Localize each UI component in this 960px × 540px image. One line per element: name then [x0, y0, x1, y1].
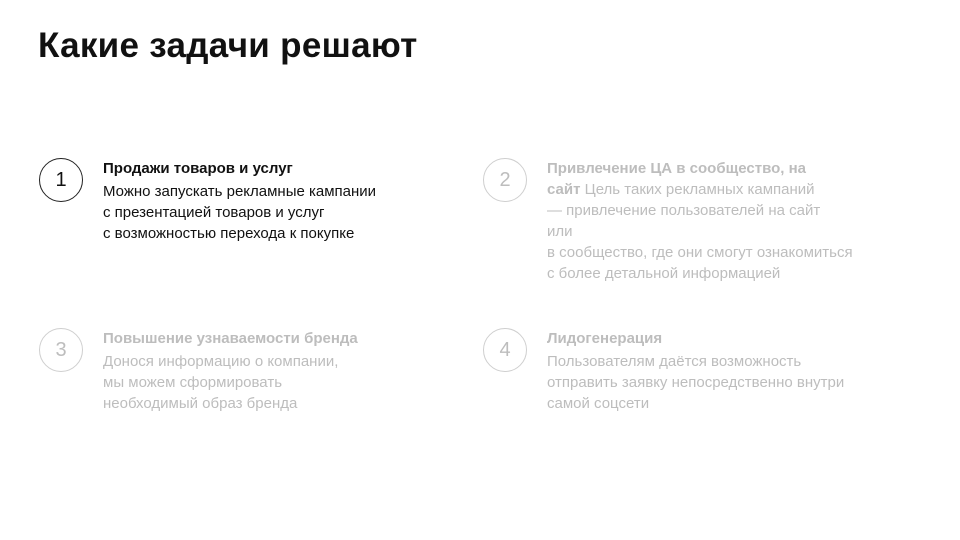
- task-line: [547, 179, 907, 200]
- task-text-3: [103, 328, 463, 414]
- task-heading-4: Лидогенерация: [547, 330, 663, 347]
- number-circle-2: 2: [483, 158, 527, 202]
- task-line: или: [547, 223, 573, 240]
- task-line: самой соцсети: [547, 395, 650, 412]
- task-line: в сообщество, где они смогут ознакомиться: [547, 244, 853, 261]
- number-circle-4: 4: [483, 328, 527, 372]
- task-line: с презентацией товаров и услуг: [103, 204, 325, 221]
- task-heading-2: Привлечение ЦА в сообщество, на: [547, 160, 807, 177]
- task-text-1: [103, 158, 463, 244]
- task-line-rest: Цель таких рекламных кампаний: [580, 181, 815, 198]
- number-circle-1: 1: [39, 158, 83, 202]
- task-text-4: [547, 328, 907, 414]
- task-line: — привлечение пользователей на сайт: [547, 202, 821, 219]
- task-text-2: [547, 158, 907, 284]
- task-heading-1: Продажи товаров и услуг: [103, 160, 293, 177]
- page-title: Какие задачи решают: [38, 26, 418, 65]
- task-line: с более детальной информацией: [547, 265, 781, 282]
- task-line: мы можем сформировать: [103, 374, 283, 391]
- task-heading-3: Повышение узнаваемости бренда: [103, 330, 358, 347]
- task-line: с возможностью перехода к покупке: [103, 225, 355, 242]
- task-heading-2-continued: сайт: [547, 181, 581, 198]
- task-line: необходимый образ бренда: [103, 395, 298, 412]
- number-circle-3: 3: [39, 328, 83, 372]
- task-line: Пользователям даётся возможность: [547, 353, 802, 370]
- task-line: отправить заявку непосредственно внутри: [547, 374, 845, 391]
- task-line: Донося информацию о компании,: [103, 353, 339, 370]
- task-line: Можно запускать рекламные кампании: [103, 183, 377, 200]
